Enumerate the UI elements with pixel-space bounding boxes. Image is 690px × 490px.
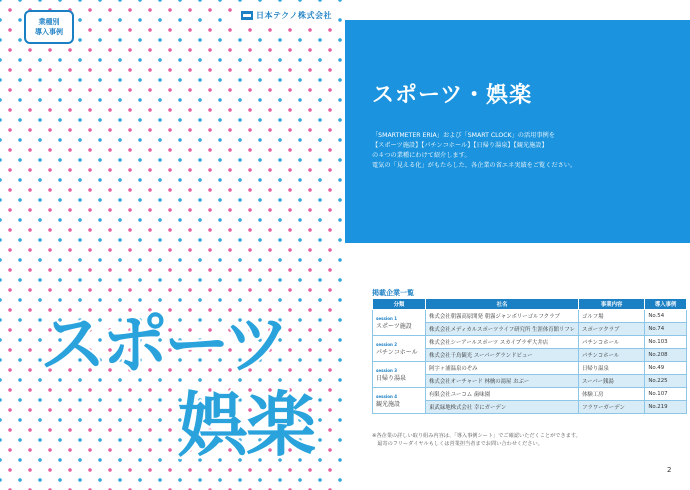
case-number-cell: No.103 xyxy=(645,336,687,349)
company-cell: 阿字ヶ浦温泉のぞみ xyxy=(426,362,579,375)
table-row xyxy=(373,362,687,375)
logo-mark-icon xyxy=(241,11,253,20)
case-number-cell: No.74 xyxy=(645,323,687,336)
footnote xyxy=(372,432,677,448)
company-cell: 株式会社朝霧高原開発 朝霧ジャンボリーゴルフクラブ xyxy=(426,310,579,323)
company-cell: 株式会社千鳥観光 スーパーグランドビュー xyxy=(426,349,579,362)
business-cell: 日帰り温泉 xyxy=(578,362,644,375)
business-cell: スーパー銭湯 xyxy=(578,375,644,388)
intro-line: 電気の「見える化」がもたらした、各企業の省エネ実績をご覧ください。 xyxy=(372,162,577,169)
header-business: 事業内容 xyxy=(578,299,644,310)
category-en: session 4 xyxy=(376,393,397,399)
header-company: 社名 xyxy=(426,299,579,310)
case-number-cell: No.107 xyxy=(645,388,687,401)
business-cell: スポーツクラブ xyxy=(578,323,644,336)
case-number-cell: No.49 xyxy=(645,362,687,375)
table-row xyxy=(373,336,687,349)
footnote-line: 最寄のフリーダイヤルもしくは営業担当者までお問い合わせください。 xyxy=(372,441,543,447)
category-jp: スポーツ施設 xyxy=(376,322,412,330)
intro-line: 【スポーツ施設】【パチンコホール】【日帰り湯泉】【観光施設】 xyxy=(372,142,548,149)
badge-line1: 業種別 xyxy=(38,18,60,26)
company-cell: 有限会社ユーコム 歯味園 xyxy=(426,388,579,401)
intro-line: 「SMARTMETER ERIA」および「SMART CLOCK」の活用事例を xyxy=(372,132,555,139)
category-badge xyxy=(24,10,74,44)
business-cell: パチンコホール xyxy=(578,349,644,362)
category-en: session 2 xyxy=(376,341,397,347)
business-cell: フラワーガーデン xyxy=(578,401,644,414)
page-number: 2 xyxy=(667,466,672,474)
logo-text: 日本テクノ株式会社 xyxy=(256,10,333,20)
company-logo xyxy=(237,8,336,22)
company-cell: 株式会社オーチャード 林檎の湯屋 おぶー xyxy=(426,375,579,388)
category-cell xyxy=(373,336,426,362)
business-cell: 体験工房 xyxy=(578,388,644,401)
case-number-cell: No.208 xyxy=(645,349,687,362)
table-header-row xyxy=(373,299,687,310)
category-jp: 日帰り湯泉 xyxy=(376,374,407,382)
table-row xyxy=(373,310,687,323)
cover-title-line1: スポーツ xyxy=(40,306,286,383)
intro-text xyxy=(372,131,672,171)
cover-title-line2: 娯楽 xyxy=(178,384,314,466)
category-cell xyxy=(373,388,426,414)
company-cell: 東武緑地株式会社 幸にガーデン xyxy=(426,401,579,414)
category-en: session 1 xyxy=(376,315,397,321)
case-table xyxy=(372,298,687,414)
footnote-line: ※各企業の詳しい取り組み内容は、「導入事例シート」でご確認いただくことができます。 xyxy=(372,433,581,439)
table-row xyxy=(373,388,687,401)
page-title: スポーツ・娯楽 xyxy=(372,83,533,108)
business-cell: ゴルフ場 xyxy=(578,310,644,323)
company-cell: 株式会社メディカルスポーツライフ研究所 生涯体育館リフレ xyxy=(426,323,579,336)
intro-line: の４つの業種にわけて紹介します。 xyxy=(372,152,471,159)
company-cell: 株式会社シーアールスポーツ スカイプラザ大井店 xyxy=(426,336,579,349)
header-case: 導入事例 xyxy=(645,299,687,310)
case-number-cell: No.54 xyxy=(645,310,687,323)
category-cell xyxy=(373,310,426,336)
case-number-cell: No.219 xyxy=(645,401,687,414)
case-number-cell: No.225 xyxy=(645,375,687,388)
category-en: session 3 xyxy=(376,367,397,373)
category-jp: 観光施設 xyxy=(376,400,401,408)
category-cell xyxy=(373,362,426,388)
list-title: 掲載企業一覧 xyxy=(372,289,414,297)
business-cell: パチンコホール xyxy=(578,336,644,349)
badge-line2: 導入事例 xyxy=(35,28,63,36)
category-jp: パチンコホール xyxy=(376,348,418,356)
header-category: 分類 xyxy=(373,299,426,310)
intro-panel xyxy=(345,20,690,243)
right-page xyxy=(345,0,690,490)
